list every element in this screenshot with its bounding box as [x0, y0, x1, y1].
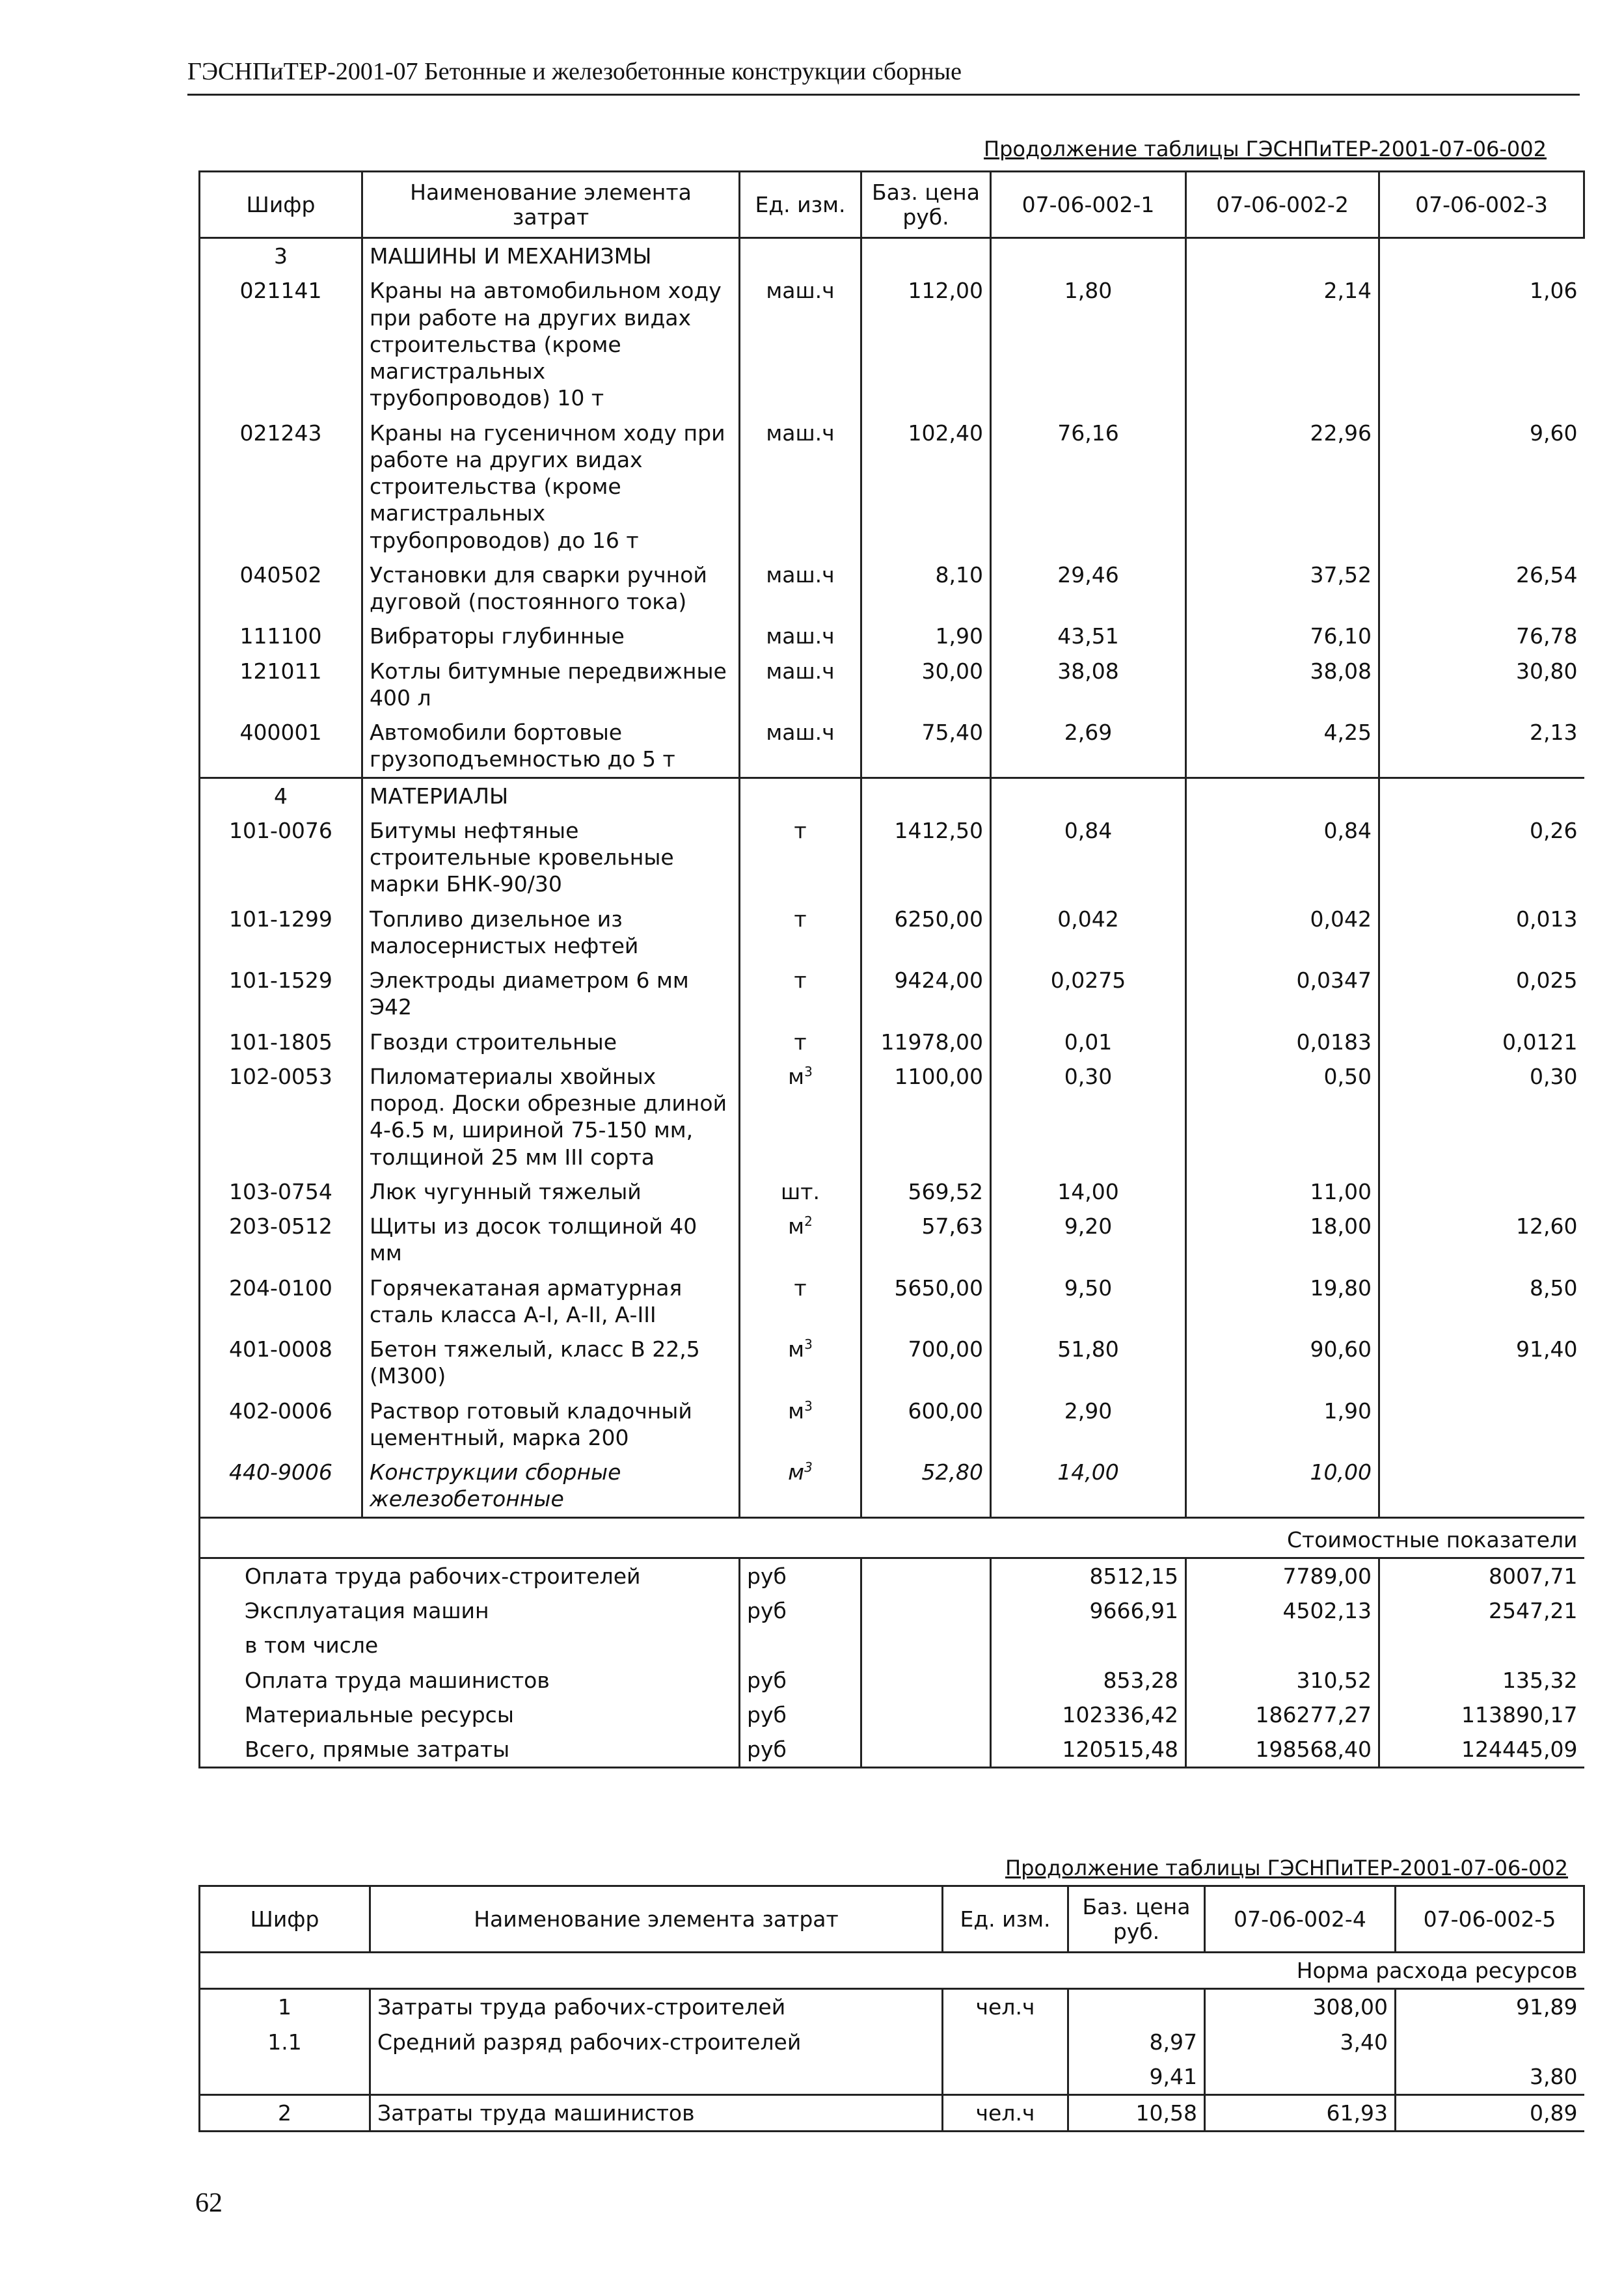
resource-unit: маш.ч: [740, 619, 861, 653]
summary-col1: 120515,48: [991, 1732, 1186, 1768]
value-col1: 0,042: [991, 902, 1186, 964]
resource-name: [370, 2059, 943, 2095]
summary-col1: 8512,15: [991, 1558, 1186, 1593]
summary-unit: [740, 1628, 861, 1662]
summary-col1: 9666,91: [991, 1593, 1186, 1628]
resource-code: 021141: [200, 273, 362, 415]
value-col3: 12,60: [1379, 1209, 1584, 1271]
empty-cell: [861, 1698, 991, 1732]
norm-caption: Норма расхода ресурсов: [200, 1953, 1584, 1989]
value-col3: 2,13: [1379, 715, 1584, 778]
unit-text: м: [788, 1459, 805, 1485]
resource-name: Краны на автомобильном ходу при работе на других видах строительства (кроме магистральных трубопроводов) 10 т: [362, 273, 740, 415]
section-title: МАШИНЫ И МЕХАНИЗМЫ: [362, 238, 740, 274]
base-price: 9424,00: [861, 963, 991, 1025]
empty-cell: [861, 1628, 991, 1662]
resource-code: 1.1: [200, 2025, 370, 2059]
value-col2: 4,25: [1186, 715, 1379, 778]
resource-name: Вибраторы глубинные: [362, 619, 740, 653]
base-price: 52,80: [861, 1455, 991, 1517]
value-col3: [1379, 1394, 1584, 1456]
resource-code: 2: [200, 2095, 370, 2132]
value-col2: 0,0347: [1186, 963, 1379, 1025]
material-row: [200, 813, 1584, 902]
summary-unit: руб: [740, 1593, 861, 1628]
base-price: 30,00: [861, 654, 991, 716]
resource-name: Топливо дизельное из малосернистых нефтей: [362, 902, 740, 964]
value-col5: [1396, 2025, 1584, 2059]
resource-code: 103-0754: [200, 1174, 362, 1209]
resource-unit: [740, 1174, 861, 1209]
value-col3: 91,40: [1379, 1332, 1584, 1394]
value-col5: 0,89: [1396, 2095, 1584, 2132]
value-col1: 29,46: [991, 558, 1186, 619]
resource-unit: [740, 902, 861, 964]
summary-label: Всего, прямые затраты: [200, 1732, 740, 1768]
value-col2: 11,00: [1186, 1174, 1379, 1209]
resource-unit: маш.ч: [740, 558, 861, 619]
table2-body: [200, 1953, 1584, 2132]
section-code: 4: [200, 778, 362, 813]
value-col3: 76,78: [1379, 619, 1584, 653]
resource-name: Установки для сварки ручной дуговой (постоянного тока): [362, 558, 740, 619]
base-price: 700,00: [861, 1332, 991, 1394]
header-name: Наименование элемента затрат: [362, 172, 740, 238]
value-col2: 76,10: [1186, 619, 1379, 653]
value-col1: 43,51: [991, 619, 1186, 653]
norm-row: [200, 1989, 1584, 2025]
resource-unit: [740, 1455, 861, 1517]
base-price: 10,58: [1068, 2095, 1205, 2132]
value-col2: 19,80: [1186, 1271, 1379, 1333]
empty-cell: [861, 1732, 991, 1768]
summary-row: [200, 1558, 1584, 1593]
resource-name: Средний разряд рабочих-строителей: [370, 2025, 943, 2059]
table1-caption-text: Продолжение таблицы ГЭСНПиТЕР-2001-07-06-002: [984, 137, 1547, 161]
resource-code: 111100: [200, 619, 362, 653]
norm-caption-row: [200, 1953, 1584, 1989]
value-col3: 0,0121: [1379, 1025, 1584, 1059]
empty-cell: [1186, 778, 1379, 813]
value-col1: 0,01: [991, 1025, 1186, 1059]
base-price: 5650,00: [861, 1271, 991, 1333]
value-col1: 76,16: [991, 416, 1186, 558]
resource-unit: чел.ч: [943, 2095, 1068, 2132]
summary-col3: 124445,09: [1379, 1732, 1584, 1768]
resource-name: Люк чугунный тяжелый: [362, 1174, 740, 1209]
resource-code: 204-0100: [200, 1271, 362, 1333]
section-title: МАТЕРИАЛЫ: [362, 778, 740, 813]
resource-code: 203-0512: [200, 1209, 362, 1271]
resource-unit: маш.ч: [740, 715, 861, 778]
summary-row: [200, 1732, 1584, 1768]
material-row: [200, 1271, 1584, 1333]
page-header: ГЭСНПиТЕР-2001-07 Бетонные и железобетонные конструкции сборные: [187, 57, 1580, 96]
summary-row: [200, 1663, 1584, 1698]
empty-cell: [861, 778, 991, 813]
value-col2: 0,50: [1186, 1059, 1379, 1174]
resource-unit: [740, 1025, 861, 1059]
base-price: 1100,00: [861, 1059, 991, 1174]
value-col1: 0,84: [991, 813, 1186, 902]
resource-unit: [740, 1271, 861, 1333]
summary-row: [200, 1628, 1584, 1662]
value-col2: 37,52: [1186, 558, 1379, 619]
summary-col3: 2547,21: [1379, 1593, 1584, 1628]
base-price: 6250,00: [861, 902, 991, 964]
resource-name: Затраты труда рабочих-строителей: [370, 1989, 943, 2025]
value-col1: 9,50: [991, 1271, 1186, 1333]
header-col3: 07-06-002-3: [1379, 172, 1584, 238]
resource-code: 440-9006: [200, 1455, 362, 1517]
unit-text: т: [794, 1029, 807, 1055]
resource-code: 101-0076: [200, 813, 362, 902]
summary-col3: 8007,71: [1379, 1558, 1584, 1593]
base-price: 600,00: [861, 1394, 991, 1456]
unit-text: м: [788, 1213, 805, 1239]
value-col1: 0,30: [991, 1059, 1186, 1174]
resource-name: Электроды диаметром 6 мм Э42: [362, 963, 740, 1025]
value-col3: [1379, 1174, 1584, 1209]
resource-name: Раствор готовый кладочный цементный, марка 200: [362, 1394, 740, 1456]
special-material-row: [200, 1455, 1584, 1517]
resource-name: Щиты из досок толщиной 40 мм: [362, 1209, 740, 1271]
material-row: [200, 963, 1584, 1025]
resource-code: 400001: [200, 715, 362, 778]
base-price: 8,97: [1068, 2025, 1205, 2059]
material-row: [200, 1209, 1584, 1271]
unit-text: м: [788, 1063, 805, 1089]
value-col1: 14,00: [991, 1455, 1186, 1517]
material-row: [200, 1059, 1584, 1174]
unit-exponent: 3: [804, 1459, 813, 1475]
resource-name: Краны на гусеничном ходу при работе на других видах строительства (кроме магистральных трубопроводов) до 16 т: [362, 416, 740, 558]
unit-text: шт.: [781, 1178, 820, 1204]
value-col4: 3,40: [1205, 2025, 1396, 2059]
resource-code: 101-1299: [200, 902, 362, 964]
summary-col1: 853,28: [991, 1663, 1186, 1698]
header-col5: 07-06-002-5: [1396, 1886, 1584, 1953]
resource-unit: чел.ч: [943, 1989, 1068, 2025]
value-col2: 90,60: [1186, 1332, 1379, 1394]
value-col4: [1205, 2059, 1396, 2095]
base-price: 57,63: [861, 1209, 991, 1271]
summary-row: [200, 1698, 1584, 1732]
base-price: 9,41: [1068, 2059, 1205, 2095]
unit-exponent: 2: [804, 1213, 813, 1229]
base-price: 112,00: [861, 273, 991, 415]
value-col4: 308,00: [1205, 1989, 1396, 2025]
header-unit: Ед. изм.: [740, 172, 861, 238]
material-row: [200, 1332, 1584, 1394]
value-col3: 26,54: [1379, 558, 1584, 619]
value-col2: 18,00: [1186, 1209, 1379, 1271]
value-col2: 0,84: [1186, 813, 1379, 902]
header-col1: 07-06-002-1: [991, 172, 1186, 238]
value-col1: 0,0275: [991, 963, 1186, 1025]
summary-label: Эксплуатация машин: [200, 1593, 740, 1628]
summary-row: [200, 1593, 1584, 1628]
summary-col3: 113890,17: [1379, 1698, 1584, 1732]
table2: [198, 1885, 1585, 2132]
resource-code: 401-0008: [200, 1332, 362, 1394]
resource-code: 102-0053: [200, 1059, 362, 1174]
material-row: [200, 1174, 1584, 1209]
material-row: [200, 902, 1584, 964]
summary-unit: руб: [740, 1558, 861, 1593]
summary-col2: [1186, 1628, 1379, 1662]
value-col1: 51,80: [991, 1332, 1186, 1394]
base-price: 102,40: [861, 416, 991, 558]
unit-exponent: 3: [804, 1063, 813, 1079]
cost-caption: Стоимостные показатели: [200, 1517, 1584, 1558]
header-unit: Ед. изм.: [943, 1886, 1068, 1953]
resource-unit: [740, 1059, 861, 1174]
header-code: Шифр: [200, 1886, 370, 1953]
summary-label: Оплата труда машинистов: [200, 1663, 740, 1698]
summary-unit: руб: [740, 1732, 861, 1768]
resource-unit: [740, 1209, 861, 1271]
value-col3: 30,80: [1379, 654, 1584, 716]
unit-exponent: 3: [804, 1336, 813, 1352]
base-price: 569,52: [861, 1174, 991, 1209]
empty-cell: [1379, 778, 1584, 813]
value-col2: 22,96: [1186, 416, 1379, 558]
summary-col2: 7789,00: [1186, 1558, 1379, 1593]
unit-text: т: [794, 968, 807, 993]
value-col3: 0,013: [1379, 902, 1584, 964]
resource-unit: [740, 963, 861, 1025]
value-col3: [1379, 1455, 1584, 1517]
base-price: 8,10: [861, 558, 991, 619]
resource-name: Котлы битумные передвижные 400 л: [362, 654, 740, 716]
table2-caption-text: Продолжение таблицы ГЭСНПиТЕР-2001-07-06-002: [1005, 1856, 1568, 1880]
summary-col1: 102336,42: [991, 1698, 1186, 1732]
resource-code: [200, 2059, 370, 2095]
value-col5: 3,80: [1396, 2059, 1584, 2095]
norm-row: [200, 2025, 1584, 2059]
summary-label: Материальные ресурсы: [200, 1698, 740, 1732]
resource-name: Бетон тяжелый, класс В 22,5 (М300): [362, 1332, 740, 1394]
base-price: 1,90: [861, 619, 991, 653]
resource-unit: [943, 2025, 1068, 2059]
resource-code: 101-1529: [200, 963, 362, 1025]
base-price: [1068, 1989, 1205, 2025]
section-code: 3: [200, 238, 362, 274]
value-col1: 2,90: [991, 1394, 1186, 1456]
summary-col2: 186277,27: [1186, 1698, 1379, 1732]
summary-label: в том числе: [200, 1628, 740, 1662]
empty-cell: [740, 778, 861, 813]
resource-code: 1: [200, 1989, 370, 2025]
table1: [198, 170, 1585, 1768]
empty-cell: [991, 778, 1186, 813]
value-col3: 8,50: [1379, 1271, 1584, 1333]
resource-name: Гвозди строительные: [362, 1025, 740, 1059]
base-price: 75,40: [861, 715, 991, 778]
resource-unit: [740, 1394, 861, 1456]
value-col2: 0,0183: [1186, 1025, 1379, 1059]
resource-unit: маш.ч: [740, 273, 861, 415]
summary-col3: 135,32: [1379, 1663, 1584, 1698]
resource-name: Битумы нефтяные строительные кровельные марки БНК-90/30: [362, 813, 740, 902]
value-col1: 9,20: [991, 1209, 1186, 1271]
unit-text: т: [794, 906, 807, 932]
table1-caption: [984, 137, 1547, 161]
value-col3: 9,60: [1379, 416, 1584, 558]
header-col2: 07-06-002-2: [1186, 172, 1379, 238]
cost-caption-row: [200, 1517, 1584, 1558]
value-col2: 0,042: [1186, 902, 1379, 964]
resource-name: Затраты труда машинистов: [370, 2095, 943, 2132]
value-col2: 2,14: [1186, 273, 1379, 415]
empty-cell: [861, 1558, 991, 1593]
header-code: Шифр: [200, 172, 362, 238]
table1-body: [200, 238, 1584, 1768]
norm-row: [200, 2059, 1584, 2095]
resource-name: Пиломатериалы хвойных пород. Доски обрезные длиной 4-6.5 м, шириной 75-150 мм, толщиной 25 мм III сорта: [362, 1059, 740, 1174]
unit-text: т: [794, 817, 807, 843]
resource-name: Горячекатаная арматурная сталь класса А-I, А-II, А-III: [362, 1271, 740, 1333]
value-col3: 0,30: [1379, 1059, 1584, 1174]
header-price: Баз. цена руб.: [861, 172, 991, 238]
machine-row: [200, 619, 1584, 653]
machine-row: [200, 558, 1584, 619]
summary-col2: 4502,13: [1186, 1593, 1379, 1628]
unit-text: т: [794, 1275, 807, 1301]
resource-name: Конструкции сборные железобетонные: [362, 1455, 740, 1517]
section4-row: [200, 778, 1584, 813]
machine-row: [200, 416, 1584, 558]
resource-code: 121011: [200, 654, 362, 716]
machine-row: [200, 715, 1584, 778]
resource-code: 021243: [200, 416, 362, 558]
value-col5: 91,89: [1396, 1989, 1584, 2025]
table2-header-row: [200, 1886, 1584, 1953]
empty-cell: [861, 1663, 991, 1698]
resource-code: 402-0006: [200, 1394, 362, 1456]
value-col2: 1,90: [1186, 1394, 1379, 1456]
header-name: Наименование элемента затрат: [370, 1886, 943, 1953]
material-row: [200, 1025, 1584, 1059]
unit-text: м: [788, 1398, 805, 1424]
value-col1: 14,00: [991, 1174, 1186, 1209]
base-price: 1412,50: [861, 813, 991, 902]
value-col1: 38,08: [991, 654, 1186, 716]
resource-unit: маш.ч: [740, 654, 861, 716]
unit-exponent: 3: [804, 1398, 813, 1414]
summary-unit: руб: [740, 1698, 861, 1732]
table1-header-row: [200, 172, 1584, 238]
section3-row: [200, 238, 1584, 274]
resource-unit: [943, 2059, 1068, 2095]
value-col4: 61,93: [1205, 2095, 1396, 2132]
resource-unit: [740, 1332, 861, 1394]
resource-code: 040502: [200, 558, 362, 619]
base-price: 11978,00: [861, 1025, 991, 1059]
value-col3: 0,025: [1379, 963, 1584, 1025]
resource-unit: маш.ч: [740, 416, 861, 558]
header-col4: 07-06-002-4: [1205, 1886, 1396, 1953]
material-row: [200, 1394, 1584, 1456]
machine-row: [200, 654, 1584, 716]
resource-name: Автомобили бортовые грузоподъемностью до 5 т: [362, 715, 740, 778]
header-price: Баз. цена руб.: [1068, 1886, 1205, 1953]
value-col1: 2,69: [991, 715, 1186, 778]
value-col2: 38,08: [1186, 654, 1379, 716]
unit-text: м: [788, 1336, 805, 1362]
summary-label: Оплата труда рабочих-строителей: [200, 1558, 740, 1593]
value-col1: 1,80: [991, 273, 1186, 415]
resource-unit: [740, 813, 861, 902]
value-col2: 10,00: [1186, 1455, 1379, 1517]
page-number: 62: [195, 2188, 223, 2218]
value-col3: 1,06: [1379, 273, 1584, 415]
table2-caption: [1005, 1856, 1568, 1880]
value-col3: 0,26: [1379, 813, 1584, 902]
norm-row: [200, 2095, 1584, 2132]
summary-col2: 198568,40: [1186, 1732, 1379, 1768]
empty-cell: [861, 1593, 991, 1628]
resource-code: 101-1805: [200, 1025, 362, 1059]
summary-col1: [991, 1628, 1186, 1662]
summary-col2: 310,52: [1186, 1663, 1379, 1698]
machine-row: [200, 273, 1584, 415]
summary-col3: [1379, 1628, 1584, 1662]
summary-unit: руб: [740, 1663, 861, 1698]
